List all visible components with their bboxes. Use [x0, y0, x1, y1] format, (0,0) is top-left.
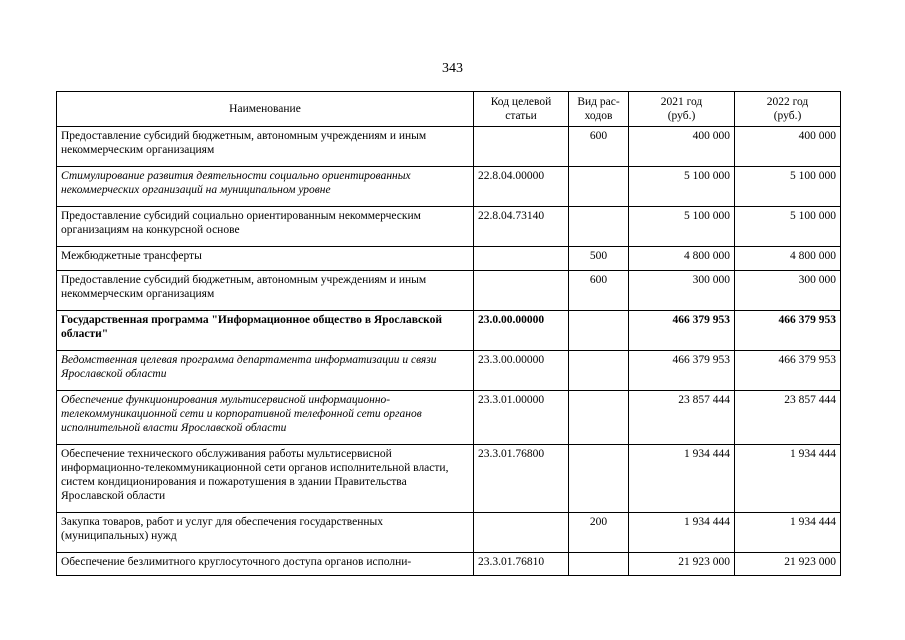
table-row — [57, 311, 841, 351]
row-2022: 4 800 000 — [735, 247, 841, 271]
table-row — [57, 391, 841, 445]
table-row — [57, 207, 841, 247]
row-type — [569, 311, 629, 351]
row-2022: 5 100 000 — [735, 167, 841, 207]
header-code-line1: Код целевой — [490, 96, 552, 108]
row-name: Предоставление субсидий социально ориентированным некоммерческим организациям на конкурсной основе — [57, 207, 474, 247]
row-2021: 5 100 000 — [629, 207, 735, 247]
row-2022: 466 379 953 — [735, 351, 841, 391]
header-code-line2: статьи — [505, 110, 537, 122]
row-code — [474, 271, 569, 311]
row-code — [474, 513, 569, 553]
row-2022: 21 923 000 — [735, 553, 841, 576]
row-name: Государственная программа "Информационное общество в Ярославской области" — [57, 311, 474, 351]
table-row — [57, 553, 841, 576]
row-2021: 23 857 444 — [629, 391, 735, 445]
header-2022-line1: 2022 год — [766, 96, 809, 108]
row-name: Предоставление субсидий бюджетным, автономным учреждениям и иным некоммерческим организациям — [57, 271, 474, 311]
row-2021: 4 800 000 — [629, 247, 735, 271]
row-code: 22.8.04.00000 — [474, 167, 569, 207]
row-name: Стимулирование развития деятельности социально ориентированных некоммерческих организаций на муниципальном уровне — [57, 167, 474, 207]
row-type: 500 — [569, 247, 629, 271]
header-code — [474, 92, 569, 127]
row-2022: 23 857 444 — [735, 391, 841, 445]
row-2021: 1 934 444 — [629, 513, 735, 553]
row-code: 23.3.01.76810 — [474, 553, 569, 576]
table-row — [57, 513, 841, 553]
header-2021-line1: 2021 год — [660, 96, 703, 108]
row-code: 23.3.01.76800 — [474, 445, 569, 513]
header-type — [569, 92, 629, 127]
row-2022: 400 000 — [735, 127, 841, 167]
row-2021: 400 000 — [629, 127, 735, 167]
row-2022: 300 000 — [735, 271, 841, 311]
row-code — [474, 247, 569, 271]
row-2021: 300 000 — [629, 271, 735, 311]
header-type-line1: Вид рас- — [577, 96, 620, 108]
header-2021 — [629, 92, 735, 127]
row-type — [569, 391, 629, 445]
row-code: 23.3.01.00000 — [474, 391, 569, 445]
header-name: Наименование — [57, 92, 474, 127]
row-2022: 1 934 444 — [735, 445, 841, 513]
row-type — [569, 553, 629, 576]
row-type: 600 — [569, 271, 629, 311]
row-type — [569, 445, 629, 513]
row-2021: 466 379 953 — [629, 351, 735, 391]
row-code: 23.3.00.00000 — [474, 351, 569, 391]
table-row — [57, 127, 841, 167]
row-type: 600 — [569, 127, 629, 167]
row-code: 23.0.00.00000 — [474, 311, 569, 351]
row-2021: 466 379 953 — [629, 311, 735, 351]
row-name: Предоставление субсидий бюджетным, автономным учреждениям и иным некоммерческим организациям — [57, 127, 474, 167]
header-2022-line2: (руб.) — [773, 110, 802, 122]
row-code — [474, 127, 569, 167]
row-2021: 5 100 000 — [629, 167, 735, 207]
table-row — [57, 445, 841, 513]
row-type — [569, 207, 629, 247]
row-name: Ведомственная целевая программа департамента информатизации и связи Ярославской области — [57, 351, 474, 391]
table-row — [57, 351, 841, 391]
row-name: Обеспечение технического обслуживания работы мультисервисной информационно-телекоммуникационной сети органов исполнительной власти, систем кондиционирования и пожаротушения в здании Правительства Ярославской области — [57, 445, 474, 513]
row-type — [569, 167, 629, 207]
row-type — [569, 351, 629, 391]
header-type-line2: ходов — [584, 110, 613, 122]
row-2021: 1 934 444 — [629, 445, 735, 513]
row-type: 200 — [569, 513, 629, 553]
row-2021: 21 923 000 — [629, 553, 735, 576]
row-2022: 466 379 953 — [735, 311, 841, 351]
row-code: 22.8.04.73140 — [474, 207, 569, 247]
row-name: Обеспечение функционирования мультисервисной информационно-телекоммуникационной сети и корпоративной телефонной сети органов исполнительной власти Ярославской области — [57, 391, 474, 445]
table-header-row — [57, 92, 841, 127]
budget-table — [56, 91, 841, 576]
row-name: Межбюджетные трансферты — [57, 247, 474, 271]
table-row — [57, 247, 841, 271]
header-2021-line2: (руб.) — [667, 110, 696, 122]
table-row — [57, 167, 841, 207]
header-2022 — [735, 92, 841, 127]
row-name: Закупка товаров, работ и услуг для обеспечения государственных (муниципальных) нужд — [57, 513, 474, 553]
page-number: 343 — [442, 61, 463, 76]
row-2022: 1 934 444 — [735, 513, 841, 553]
table-row — [57, 271, 841, 311]
row-name: Обеспечение безлимитного круглосуточного доступа органов исполни- — [57, 553, 474, 576]
row-2022: 5 100 000 — [735, 207, 841, 247]
